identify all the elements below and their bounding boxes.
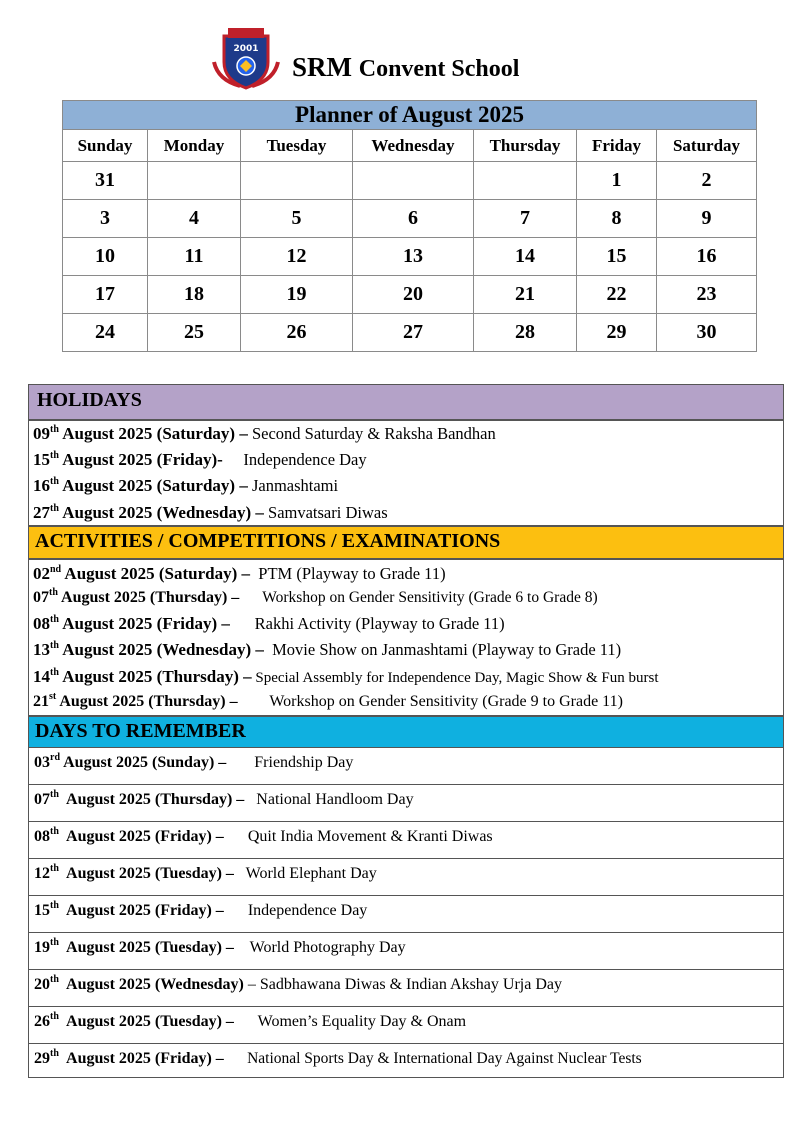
activity-item: 02nd August 2025 (Saturday) – PTM (Playway to Grade 11) xyxy=(33,564,446,583)
weekday-thursday: Thursday xyxy=(474,130,577,162)
calendar-week-row xyxy=(63,238,757,276)
activity-item: 14th August 2025 (Thursday) – Special Assembly for Independence Day, Magic Show & Fun burst xyxy=(33,667,659,686)
holiday-item: 16th August 2025 (Saturday) – Janmashtami xyxy=(33,476,339,495)
calendar-day: 19 xyxy=(241,276,353,314)
weekday-monday: Monday xyxy=(148,130,241,162)
calendar-day: 24 xyxy=(63,314,148,352)
calendar-day: 16 xyxy=(657,238,757,276)
remember-item: 15th August 2025 (Friday) – Independence Day xyxy=(28,896,784,933)
remember-item: 03rd August 2025 (Sunday) – Friendship Day xyxy=(28,748,784,785)
calendar-day: 31 xyxy=(63,162,148,200)
calendar-day: 2 xyxy=(657,162,757,200)
calendar-day: 22 xyxy=(577,276,657,314)
activity-item: 07th August 2025 (Thursday) – Workshop on Gender Sensitivity (Grade 6 to Grade 8) xyxy=(33,587,598,606)
school-logo-icon xyxy=(210,22,282,90)
remember-item: 26th August 2025 (Tuesday) – Women’s Equality Day & Onam xyxy=(28,1007,784,1044)
calendar-day: 23 xyxy=(657,276,757,314)
calendar-day: 20 xyxy=(353,276,474,314)
calendar-week-row xyxy=(63,162,757,200)
calendar-day: 3 xyxy=(63,200,148,238)
weekday-tuesday: Tuesday xyxy=(241,130,353,162)
calendar-day: 15 xyxy=(577,238,657,276)
holiday-item: 09th August 2025 (Saturday) – Second Saturday & Raksha Bandhan xyxy=(33,424,496,443)
calendar-day xyxy=(148,162,241,200)
holiday-item: 15th August 2025 (Friday)- Independence Day xyxy=(33,450,367,469)
calendar-week-row xyxy=(63,276,757,314)
calendar-day: 30 xyxy=(657,314,757,352)
calendar-day: 8 xyxy=(577,200,657,238)
calendar-day: 18 xyxy=(148,276,241,314)
calendar-day: 29 xyxy=(577,314,657,352)
calendar-week-row xyxy=(63,314,757,352)
calendar-day: 7 xyxy=(474,200,577,238)
august-calendar xyxy=(62,100,757,352)
calendar-day: 27 xyxy=(353,314,474,352)
calendar-day: 26 xyxy=(241,314,353,352)
weekday-sunday: Sunday xyxy=(63,130,148,162)
calendar-title: Planner of August 2025 xyxy=(63,101,757,130)
calendar-day: 10 xyxy=(63,238,148,276)
weekday-wednesday: Wednesday xyxy=(353,130,474,162)
remember-item: 20th August 2025 (Wednesday) – Sadbhawana Diwas & Indian Akshay Urja Day xyxy=(28,970,784,1007)
svg-text:2001: 2001 xyxy=(233,44,259,54)
calendar-day xyxy=(474,162,577,200)
calendar-day: 21 xyxy=(474,276,577,314)
calendar-day: 9 xyxy=(657,200,757,238)
weekday-header-row xyxy=(63,130,757,162)
activity-item: 13th August 2025 (Wednesday) – Movie Show on Janmashtami (Playway to Grade 11) xyxy=(33,640,622,659)
calendar-day: 12 xyxy=(241,238,353,276)
school-name: SRM Convent School xyxy=(292,52,520,82)
remember-item: 07th August 2025 (Thursday) – National Handloom Day xyxy=(28,785,784,822)
school-header xyxy=(210,22,610,92)
calendar-day: 17 xyxy=(63,276,148,314)
calendar-day xyxy=(241,162,353,200)
calendar-day: 25 xyxy=(148,314,241,352)
activities-heading: ACTIVITIES / COMPETITIONS / EXAMINATIONS xyxy=(28,526,784,559)
calendar-day: 13 xyxy=(353,238,474,276)
remember-item: 29th August 2025 (Friday) – National Sports Day & International Day Against Nuclear Tests xyxy=(28,1044,784,1078)
calendar-week-row xyxy=(63,200,757,238)
calendar-day: 6 xyxy=(353,200,474,238)
calendar-day: 4 xyxy=(148,200,241,238)
calendar-day: 1 xyxy=(577,162,657,200)
remember-item: 08th August 2025 (Friday) – Quit India Movement & Kranti Diwas xyxy=(28,822,784,859)
calendar-day: 5 xyxy=(241,200,353,238)
remember-item: 19th August 2025 (Tuesday) – World Photography Day xyxy=(28,933,784,970)
remember-item: 12th August 2025 (Tuesday) – World Elephant Day xyxy=(28,859,784,896)
weekday-friday: Friday xyxy=(577,130,657,162)
calendar-day: 14 xyxy=(474,238,577,276)
calendar-day xyxy=(353,162,474,200)
holidays-heading: HOLIDAYS xyxy=(28,384,784,420)
activity-item: 08th August 2025 (Friday) – Rakhi Activity (Playway to Grade 11) xyxy=(33,614,505,633)
activity-item: 21st August 2025 (Thursday) – Workshop on Gender Sensitivity (Grade 9 to Grade 11) xyxy=(33,691,623,710)
days-to-remember-heading: DAYS TO REMEMBER xyxy=(28,716,784,748)
holiday-item: 27th August 2025 (Wednesday) – Samvatsari Diwas xyxy=(33,503,388,522)
calendar-day: 11 xyxy=(148,238,241,276)
weekday-saturday: Saturday xyxy=(657,130,757,162)
calendar-day: 28 xyxy=(474,314,577,352)
